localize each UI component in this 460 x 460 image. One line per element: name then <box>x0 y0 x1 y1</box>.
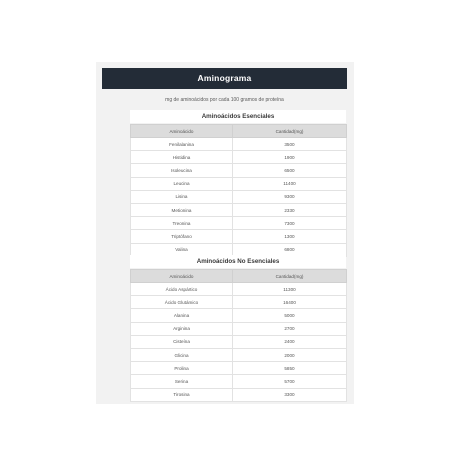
table-row <box>131 296 347 309</box>
table-row <box>131 348 347 361</box>
amino-name: Isoleucina <box>131 164 233 177</box>
table-row <box>131 375 347 388</box>
amino-name: Fenilalanina <box>131 138 233 151</box>
table-row <box>131 138 347 151</box>
non-essential-amino-table <box>130 269 347 402</box>
table-row <box>131 230 347 243</box>
table-row <box>131 217 347 230</box>
page-title: Aminograma <box>102 68 347 89</box>
amino-name: Prolina <box>131 362 233 375</box>
amino-amount: 2400 <box>233 335 347 348</box>
amino-name: Arginina <box>131 322 233 335</box>
amino-name: Triptófano <box>131 230 233 243</box>
amino-name: Valina <box>131 243 233 256</box>
table-row <box>131 177 347 190</box>
amino-name: Metionina <box>131 203 233 216</box>
table-row <box>131 283 347 296</box>
amino-amount: 5000 <box>233 309 347 322</box>
amino-amount: 5850 <box>233 362 347 375</box>
amino-amount: 16400 <box>233 296 347 309</box>
non-essential-section-title: Aminoácidos No Esenciales <box>130 255 346 268</box>
amino-amount: 6800 <box>233 243 347 256</box>
amino-amount: 6500 <box>233 164 347 177</box>
amino-amount: 2330 <box>233 203 347 216</box>
table-row <box>131 151 347 164</box>
amino-name: Leucina <box>131 177 233 190</box>
table-row <box>131 362 347 375</box>
amino-name: Ácido Glutámico <box>131 296 233 309</box>
amino-amount: 2000 <box>233 348 347 361</box>
amino-name: Histidina <box>131 151 233 164</box>
essential-amino-table <box>130 124 347 257</box>
table-row <box>131 203 347 216</box>
table-row <box>131 335 347 348</box>
table-row <box>131 388 347 401</box>
amino-name: Treonina <box>131 217 233 230</box>
amino-name: Cisteína <box>131 335 233 348</box>
amino-name: Alanina <box>131 309 233 322</box>
table-row <box>131 164 347 177</box>
amino-name: Tirosina <box>131 388 233 401</box>
column-header-amino: Aminoácido <box>131 270 233 283</box>
amino-amount: 9300 <box>233 190 347 203</box>
amino-amount: 11300 <box>233 283 347 296</box>
table-header-row <box>131 270 347 283</box>
amino-name: Ácido Aspártico <box>131 283 233 296</box>
amino-amount: 7300 <box>233 217 347 230</box>
table-subtitle: mg de aminoácidos por cada 100 gramos de proteína <box>165 97 284 103</box>
amino-amount: 3300 <box>233 388 347 401</box>
amino-name: Serina <box>131 375 233 388</box>
column-header-amount: Cantidad(mg) <box>233 270 347 283</box>
amino-amount: 11400 <box>233 177 347 190</box>
amino-name: Glicina <box>131 348 233 361</box>
amino-amount: 3500 <box>233 138 347 151</box>
amino-amount: 2700 <box>233 322 347 335</box>
table-header-row <box>131 125 347 138</box>
table-row <box>131 309 347 322</box>
table-row <box>131 190 347 203</box>
amino-amount: 1900 <box>233 151 347 164</box>
column-header-amount: Cantidad(mg) <box>233 125 347 138</box>
amino-amount: 1300 <box>233 230 347 243</box>
table-row <box>131 322 347 335</box>
amino-name: Lisina <box>131 190 233 203</box>
essential-section-title: Aminoácidos Esenciales <box>130 110 346 123</box>
amino-amount: 5700 <box>233 375 347 388</box>
column-header-amino: Aminoácido <box>131 125 233 138</box>
